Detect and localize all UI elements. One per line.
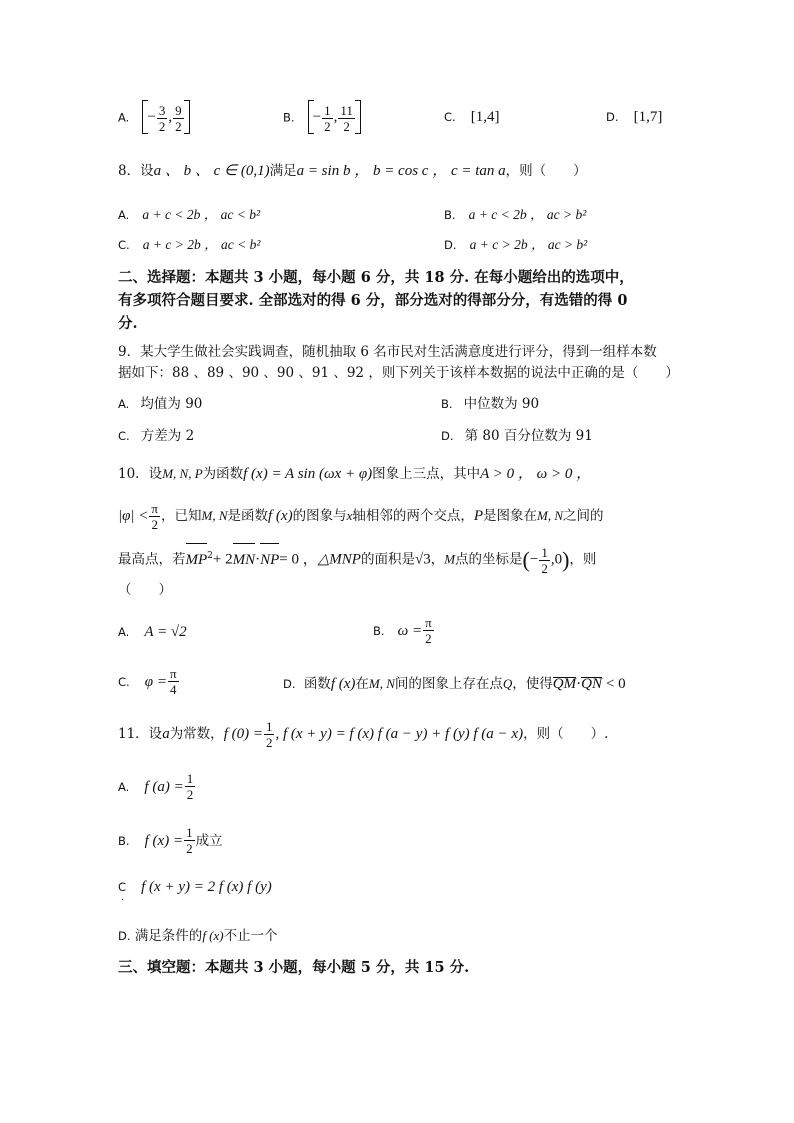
text: 是函数 [227,508,268,524]
exponent: 2 [207,551,213,561]
math-point: P [473,508,484,524]
left-paren: ( [522,547,530,572]
math-function: f (x) = A sin (ωx + φ) [243,466,373,482]
option-label: C. [118,429,130,443]
numerator: 1 [324,102,331,118]
math-expression: f (0) = [223,726,263,742]
text: 是图象在 [483,508,538,524]
fraction [539,545,550,576]
q8-option-d [444,233,587,253]
q7-option-d [606,106,662,126]
q10-option-c [118,663,180,700]
option-label: B. [444,208,456,222]
text: ，已知 [161,508,202,524]
denominator: 2 [175,118,182,134]
option-text: 中位数为 90 [463,396,540,412]
fraction [185,771,196,802]
text: 为函数 [202,466,244,482]
answer-parens: ，则（ ）. [523,726,609,742]
q8-option-b [444,203,586,223]
numerator: π [169,666,177,681]
fraction [184,825,195,856]
q7-option-c [444,106,500,126]
option-label: C [118,880,127,894]
text: ，则 [569,551,597,568]
math-expression: a 、 b 、 c ∈ (0,1) [153,163,270,179]
text: 满足 [269,163,297,179]
option-text: 第 80 百分位数为 91 [464,428,593,444]
text: 间的图象上存在点 [394,676,503,692]
option-label: A. [118,780,130,794]
q10-number: 10．设 [118,466,163,482]
text: ， [430,551,445,568]
numerator: 9 [175,102,182,118]
denominator: 2 [343,118,350,134]
q11-option-a [118,768,196,805]
math-points: M, N [537,508,564,523]
option-text: f (x + y) = 2 f (x) f (y) [141,879,272,895]
vector-qm: QM [552,676,577,692]
math-op: < 0 [605,676,626,692]
text: 轴相邻的两个交点， [352,508,474,524]
q9-stem-line-1: 9．某大学生做社会实践调查，随机抽取 6 名市民对生活满意度进行评分，得到一组样本数 [118,344,657,360]
option-label: B. [283,110,295,125]
text: 不止一个 [223,928,278,944]
math-expression: a = sin b ， b = cos c ， c = tan a [296,163,506,179]
text: 为常数， [169,726,224,742]
option-text: 方差为 2 [140,428,195,444]
option-label: C. [118,238,130,252]
math-equation: , f (x + y) = f (x) f (a − y) + f (y) f (a − x) [275,726,524,742]
math-op: · [576,676,582,692]
math-op: = 0 ， [279,551,318,568]
option-label: B. [118,834,130,848]
math-points: M, N [368,676,395,691]
math-op: + 2 [212,551,233,568]
math-point: Q [502,676,513,691]
q11-number: 11．设 [118,726,163,742]
section-2-line-1: 二、选择题：本题共 3 小题，每小题 6 分，共 18 分. 在每小题给出的选项中， [118,269,634,286]
denominator: 2 [425,631,432,646]
denominator: 2 [151,517,158,532]
numerator: 1 [186,771,194,786]
q10-stem-line-3 [118,538,596,578]
numerator: 1 [541,544,548,560]
text: 在 [355,676,369,692]
option-label: C. [118,675,130,689]
math-expression: f (a) = [144,779,184,795]
option-text: a + c > 2b ， ac > b² [469,237,588,252]
math-points: M, N [201,508,228,523]
fraction [264,719,275,750]
option-label: D. [283,677,296,691]
option-text: a + c < 2b ， ac > b² [468,207,587,222]
q11-option-b [118,822,223,859]
q9-option-d [441,424,593,444]
math-points: M, N, P [162,466,203,481]
numerator: π [151,501,158,516]
q10-option-b [373,612,435,649]
denominator: 2 [265,735,273,750]
q9-stem-line-2: 据如下：88 、89 、90 、90 、91 、92 ，则下列关于该样本数据的说法中正确的是（ ） [118,365,679,381]
math-expression: φ = [144,674,167,690]
denominator: 2 [186,787,194,802]
numerator: 3 [158,102,166,118]
text: 的图象与 [292,508,347,524]
vector-mp: MP [186,542,208,578]
q11-option-d [118,924,278,944]
q11-option-c-dot: . [121,893,124,903]
denominator: 2 [186,841,193,856]
option-label: B. [373,624,385,638]
math-var: x [346,508,353,523]
text: 的面积是 [360,551,415,568]
option-label: D. [118,929,131,943]
text: 点的坐标是 [455,551,523,568]
minus-sign: − [312,109,322,125]
option-label: B. [441,397,453,411]
text: 函数 [303,676,331,692]
numerator: 1 [186,825,193,840]
text: 最高点，若 [118,551,186,568]
option-text: a + c > 2b ， ac < b² [142,237,261,252]
q7-option-a [118,100,190,134]
math-function: f (x) [202,928,224,943]
math-sqrt: √3 [414,551,431,568]
q9-option-c [118,424,194,444]
q10-answer-parens: （ ） [118,582,172,598]
numerator: 11 [340,102,353,118]
denominator: 2 [541,560,548,576]
q10-option-d [283,672,626,693]
option-label: A. [118,397,130,411]
denominator: 2 [324,118,331,134]
vector-np: NP [260,542,279,578]
fraction [173,103,184,134]
interval-bracket [142,100,189,134]
answer-parens: ，则（ ） [505,163,587,179]
option-label: D. [606,110,619,124]
q7-option-b [283,100,361,134]
option-label: D. [441,429,454,443]
text: 之间的 [563,508,604,524]
minus-sign: − [147,109,156,125]
option-text: A = √2 [144,624,187,640]
vector-qn: QN [581,676,602,692]
option-label: A. [118,110,130,125]
math-function: f (x) [330,676,356,692]
option-label: A. [118,208,130,222]
fraction [157,103,168,134]
vector-mn: MN [233,542,256,578]
q8-option-a [118,203,260,223]
right-paren: ) [562,547,570,572]
text: 成立 [195,833,223,849]
option-text: [1,4] [470,109,500,125]
q8-stem [118,159,587,180]
q9-option-b [441,392,539,412]
q10-stem-line-1 [118,462,591,483]
math-abs: |φ| < [118,508,149,524]
fraction [322,103,333,134]
text: ，使得 [512,676,553,692]
numerator: π [425,615,432,630]
option-text: a + c < 2b ， ac < b² [142,207,261,222]
math-triangle: △MNP [317,551,361,568]
fraction [423,615,434,646]
math-coord: ,0 [550,551,563,568]
option-text: 均值为 90 [140,396,203,412]
q8-number: 8．设 [118,163,154,179]
math-condition: A > 0 ， ω > 0 ， [480,466,592,482]
text: 满足条件的 [134,928,203,944]
q11-option-c [118,876,272,896]
q9-option-a [118,392,202,412]
q8-option-c [118,233,260,253]
option-label: D. [444,238,457,252]
separator: , [168,109,173,125]
separator: , [333,109,338,125]
section-2-line-2: 有多项符合题目要求. 全部选对的得 6 分，部分选对的得部分分，有选错的得 0 [118,292,628,309]
section-2-line-3: 分. [118,315,138,332]
denominator: 2 [158,118,166,134]
option-label: A. [118,625,130,639]
minus-sign: − [529,551,539,568]
fraction [168,666,179,697]
numerator: 1 [265,719,273,734]
text: 图象上三点，其中 [372,466,481,482]
denominator: 4 [169,682,177,697]
math-expression: f (x) = [144,833,184,849]
option-label: C. [444,110,456,124]
section-3-heading: 三、填空题：本题共 3 小题，每小题 5 分，共 15 分. [118,959,470,976]
option-text: [1,7] [633,109,663,125]
math-point: M [444,551,456,567]
math-op: · [255,551,261,568]
math-expression: ω = [397,623,423,639]
q11-stem [118,716,608,752]
q10-stem-line-2 [118,498,604,534]
fraction [338,103,355,134]
interval-bracket [308,100,361,134]
fraction [149,501,160,532]
math-function: f (x) [268,508,293,524]
q10-option-a [118,621,187,641]
math-var: a [162,726,170,742]
